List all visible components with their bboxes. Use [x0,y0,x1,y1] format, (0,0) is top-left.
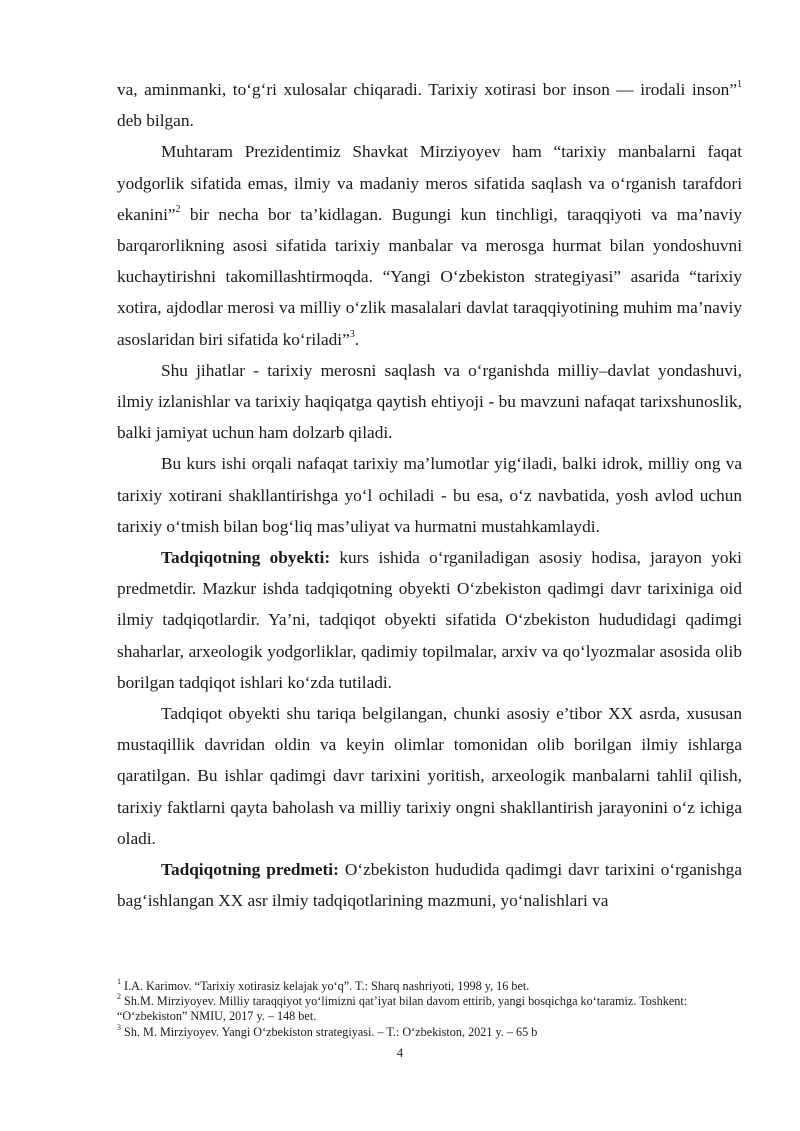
paragraph-7 [117,854,742,916]
footnotes [117,976,742,1040]
footnote-number: 2 [117,992,121,1002]
footnote-text: I.A. Karimov. “Tarixiy xotirasiz kelajak yo‘q”. T.: Sharq nashriyoti, 1998 y, 16 bet. [121,979,530,993]
footnote-text: Sh.M. Mirziyoyev. Milliy taraqqiyot yo‘limizni qat’iyat bilan davom ettirib, yangi bosqichga ko‘taramiz. Toshkent: “O‘zbekiston” NMIU, 2017 y. – 148 bet. [117,994,688,1024]
footnote-3 [117,1022,742,1040]
paragraph-text: deb bilgan. [117,111,194,131]
paragraph-4 [117,448,742,542]
paragraph-text: Tadqiqot obyekti shu tariqa belgilangan, chunki asosiy e’tibor XX asrda, xususan mustaqillik davridan oldin va keyin olimlar tomonidan olib borilgan ilmiy ishlarga qaratilgan. Bu ishlar qadimgi davr tarixini yoritish, arxeologik manbalarni tahlil qilish, tarixiy faktlarni qayta baholash va milliy tarixiy ongni shakllantirish jarayonini o‘z ichiga oladi. [117,704,742,848]
paragraph-text: kurs ishida o‘rganiladigan asosiy hodisa, jarayon yoki predmetdir. Mazkur ishda tadqiqotning obyekti O‘zbekiston qadimgi davr tarixiniga oid ilmiy tadqiqotlardir. Ya’ni, tadqiqot obyekti sifatida O‘zbekiston hududidagi qadimgi shaharlar, arxeologik yodgorliklar, qadimiy topilmalar, arxiv va qo‘lyozmalar asosida olib borilgan tadqiqot ishlari ko‘zda tutiladi. [117,548,742,692]
paragraph-text: O‘zbekiston hududida qadimgi davr tarixini o‘rganishga bag‘ishlangan XX asr ilmiy tadqiqotlarining mazmuni, yo‘nalishlari va [117,860,742,911]
footnote-ref-2: 2 [175,204,181,216]
paragraph-3 [117,355,742,449]
paragraph-5 [117,542,742,698]
paragraph-text: bir necha bor ta’kidlagan. Bugungi kun tinchligi, taraqqiyoti va ma’naviy barqarorlikning asosi sifatida tarixiy manbalar va merosga hurmat bilan yondoshuvni kuchaytirishni takomillashtirmoqda. “Yangi O‘zbekiston strategiyasi” asarida “tarixiy xotira, ajdodlar merosi va milliy o‘zlik masalalari davlat taraqqiyotining muhim ma’naviy asoslaridan biri sifatida ko‘riladi” [117,204,742,349]
paragraph-text: Muhtaram Prezidentimiz Shavkat Mirziyoyev ham “tarixiy manbalarni faqat yodgorlik sifatida emas, ilmiy va madaniy meros sifatida saqlash va o‘rganish tarafdori ekanini” [117,142,742,224]
footnote-text: Sh. M. Mirziyoyev. Yangi O‘zbekiston strategiyasi. – T.: O‘zbekiston, 2021 y. – 65 b [121,1024,538,1039]
footnote-number: 3 [117,1022,121,1032]
section-heading-subject: Tadqiqotning predmeti: [161,860,339,880]
footnote-number: 1 [117,976,121,986]
paragraph-1 [117,74,742,136]
footnote-ref-1: 1 [737,79,742,91]
footnote-1 [117,976,742,994]
paragraph-text: va, aminmanki, to‘g‘ri xulosalar chiqaradi. Tarixiy xotirasi bor inson — irodali inson” [117,80,737,99]
body-text [117,74,742,916]
paragraph-2 [117,136,742,354]
footnote-ref-3: 3 [349,328,355,340]
page-number: 4 [396,1046,404,1060]
footnote-2 [117,994,742,1024]
paragraph-6 [117,698,742,854]
paragraph-text: Shu jihatlar - tarixiy merosni saqlash va o‘rganishda milliy–davlat yondashuvi, ilmiy izlanishlar va tarixiy haqiqatga qaytish ehtiyoji - bu mavzuni nafaqat tarixshunoslik, balki jamiyat uchun ham dolzarb qiladi. [117,360,742,443]
section-heading-object: Tadqiqotning obyekti: [161,548,331,568]
paragraph-text: Bu kurs ishi orqali nafaqat tarixiy ma’lumotlar yig‘iladi, balki idrok, milliy ong va tarixiy xotirani shakllantirishga yo‘l ochiladi - bu esa, o‘z navbatida, yosh avlod uchun tarixiy o‘tmish bilan bog‘liq mas’uliyat va hurmatni mustahkamlaydi. [117,454,742,536]
paragraph-text: . [354,329,360,349]
